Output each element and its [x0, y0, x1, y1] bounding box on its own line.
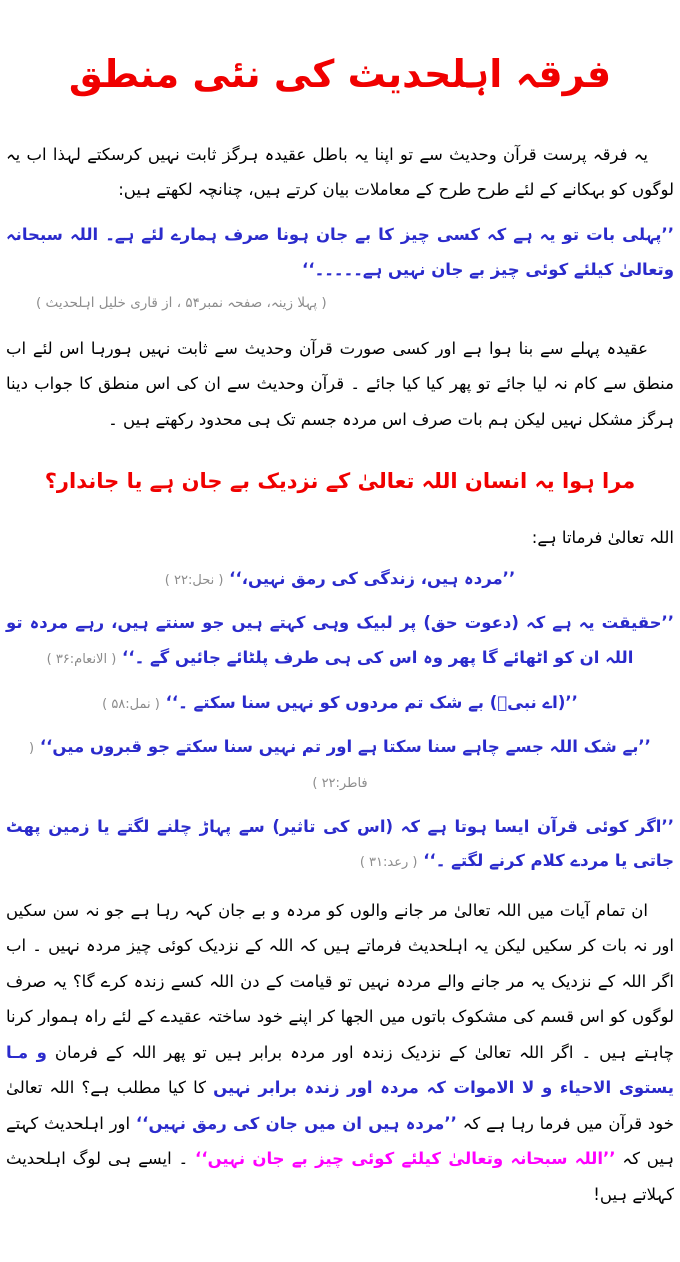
closing-verse-quote-blue: ’’مردہ ہیں ان میں جان کی رمق نہیں‘‘ [135, 1113, 457, 1133]
quran-verse [6, 730, 674, 799]
verse-reference: ( الانعام:۳۶ ) [46, 651, 117, 667]
quran-verse [6, 810, 674, 879]
closing-text-black: اور اہلحدیث کہتے ہیں کہ [6, 1113, 675, 1169]
verse-text: ’’بے شک اللہ جسے چاہے سنا سکتا ہے اور تم نہیں سنا سکتے جو قبروں میں‘‘ [39, 737, 651, 757]
verse-text: ’’حقیقت یہ ہے کہ (دعوت حق) پر لبیک وہی کہتے ہیں جو سنتے ہیں، رہے مردہ تو اللہ ان کو اٹھائے گا پھر وہ اس کی ہی طرف پلٹائے جائیں گے ۔‘‘ [6, 613, 674, 667]
lead-in-line: اللہ تعالیٰ فرماتا ہے: [531, 528, 674, 548]
closing-arabic-quote-blue: و مـا یستوی الاحیاء و لا الاموات کہ مردہ اور زندہ برابر نہیں [6, 1042, 675, 1098]
verse-text: ’’(اے نبیؐ) بے شک تم مردوں کو نہیں سنا سکتے ۔‘‘ [165, 692, 578, 712]
closing-text-black: ۔ ایسے ہی لوگ اہلحدیث کہلاتے ہیں! [6, 1149, 674, 1204]
verse-text: ’’مردہ ہیں، زندگی کی رمق نہیں،‘‘ [229, 568, 516, 588]
quran-verse [6, 606, 674, 675]
intro-paragraph: یہ فرقہ پرست قرآن وحدیث سے تو اپنا یہ باطل عقیدہ ہرگز ثابت نہیں کرسکتے لہذا اب یہ لوگوں کو بہکانے کے لئے طرح طرح کے معاملات بیان کرتے ہیں، چنانچہ لکھتے ہیں: [6, 145, 674, 200]
rebuttal-paragraph: عقیدہ پہلے سے بنا ہوا ہے اور کسی صورت قرآن وحدیث سے ثابت نہیں ہورہا اس لئے اب منطق سے کام نہ لیا جائے تو پھر کیا کیا جائے ۔ قرآن وحدیث سے ان کی اس منطق کا جواب دینا ہرگز مشکل نہیں لیکن ہم بات صرف اس مردہ جسم تک ہی محدود رکھتے ہیں ۔ [6, 338, 674, 429]
quran-verse [6, 686, 674, 721]
quran-verse [6, 562, 674, 597]
verse-reference: ( نمل:۵۸ ) [102, 696, 160, 712]
closing-paragraph [6, 893, 674, 1212]
verse-text: ’’اگر کوئی قرآن ایسا ہوتا ہے کہ (اس کی تاثیر) سے پہاڑ چلنے لگتے یا زمین پھٹ جاتی یا مردے کلام کرنے لگتے ۔‘‘ [6, 816, 674, 871]
book-quote-reference: ( پہلا زینہ، صفحہ نمبر۵۴ ، از قاری خلیل اہلحدیث ) [36, 295, 327, 312]
closing-claim-quote-magenta: ’’اللہ سبحانہ وتعالیٰ کیلئے کوئی چیز بے جان نہیں‘‘ [195, 1149, 616, 1169]
closing-text-black: ان تمام آیات میں اللہ تعالیٰ مر جانے والوں کو مردہ و بے جان کہہ رہا ہے جو نہ سن سکیں اور نہ بات کر سکیں لیکن یہ اہلحدیث فرماتے ہیں کہ اللہ کے نزدیک کوئی چیز مردہ نہیں ۔ اب اگر اللہ کے نزدیک یہ مر جانے والے مردہ نہیں تو قیامت کے دن اللہ کسے زندہ کرے گا؟ یہ صرف لوگوں کو اس قسم کی مشکوک باتوں میں الجھا کر اپنے خود ساختہ عقیدے کے لئے راہ ہموار کرنا چاہتے ہیں ۔ اگر اللہ تعالیٰ کے نزدیک زندہ اور مردہ برابر ہیں تو پھر اللہ کے فرمان [6, 900, 674, 1062]
verse-reference: ( رعد:۳۱ ) [359, 855, 418, 871]
section-heading-question: مرا ہوا یہ انسان اللہ تعالیٰ کے نزدیک بے جان ہے یا جاندار؟ [44, 469, 636, 494]
verse-reference: ( فاطر:۲۲ ) [29, 741, 368, 791]
page-title: فرقہ اہلحدیث کی نئی منطق [68, 52, 612, 96]
verse-reference: ( نحل:۲۲ ) [164, 572, 224, 588]
book-quote: ’’پہلی بات تو یہ ہے کہ کسی چیز کا بے جان ہونا صرف ہمارے لئے ہے۔ اللہ سبحانہ وتعالیٰ کیلئے کوئی چیز بے جان نہیں ہے۔۔۔۔۔‘‘ [6, 224, 674, 279]
closing-text-black: کا کیا مطلب ہے؟ اللہ تعالیٰ خود قرآن میں فرما رہا ہے کہ [6, 1078, 674, 1133]
